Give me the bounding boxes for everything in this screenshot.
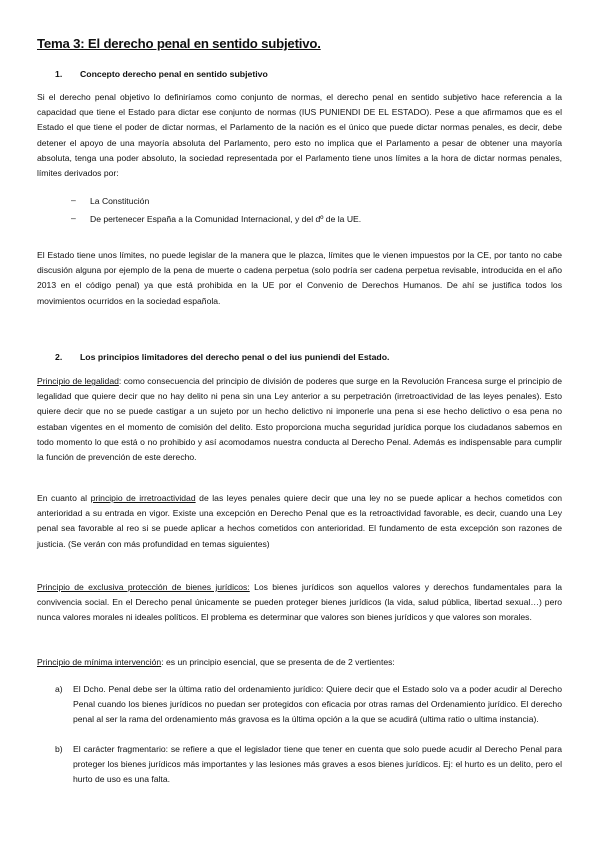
list-dash: –	[71, 213, 76, 223]
list-item-text: El Dcho. Penal debe ser la última ratio del ordenamiento jurídico: Quiere decir que el Estado solo va a poder acudir al Derecho Penal cuando los bienes jurídicos no puedan ser protegidos con eficacia por otras ramas del Ordenamiento jurídico. El derecho penal al ser la rama del ordenamiento más gravosa es la última opción a la que se acudirá (ultima ratio o ultima instancia).	[73, 684, 562, 725]
legalidad-paragraph	[37, 374, 562, 465]
list-item-text: El carácter fragmentario: se refiere a que el legislador tiene que tener en cuenta que solo puede acudir al Derecho Penal para proteger los bienes jurídicos más importantes y las lesiones más graves a esos bienes jurídicos. Ej: el hurto es un delito, pero el hurto de uso es una falta.	[73, 744, 562, 785]
section-1-paragraph-1: Si el derecho penal objetivo lo definiríamos como conjunto de normas, el derecho penal en sentido subjetivo hace referencia a la capacidad que tiene el Estado para dictar ese conjunto de normas (IUS PUNIENDI DE EL ESTADO). Pese a que afirmamos que es el Estado el que tiene el poder de dictar normas, el Parlamento de la nación es el único que puede dictar normas penales, es decir, debe detener el apoyo de una mayoría absoluta del Parlamento, pero esto no implica que el Parlamento a pesar de obtener una mayoría absoluta, tenga una poder absoluto, la sociedad representada por el Parlamento tiene unos límites a la hora de dictar normas penales, límites derivados por:	[37, 92, 562, 179]
list-item: De pertenecer España a la Comunidad Internacional, y del dº de la UE.	[90, 214, 362, 224]
section-2-heading-text: Los principios limitadores del derecho penal o del ius puniendi del Estado.	[80, 352, 390, 362]
irretroactividad-text: de las leyes penales quiere decir que una ley no se puede aplicar a hechos cometidos con anterioridad a su entrada en vigor. Existe una excepción en Derecho Penal que es la retroactividad favorable, es decir, cuando una Ley penal sea favorable al reo si se puede aplicar a hechos cometidos con anterioridad. El fundamento de esta excepción son razones de justicia. (Se verán con más profundidad en temas siguientes)	[37, 493, 562, 549]
list-item: La Constitución	[90, 196, 150, 206]
page-title: Tema 3: El derecho penal en sentido subjetivo.	[37, 36, 321, 51]
minima-intervencion-paragraph	[37, 655, 562, 670]
list-item-b	[55, 742, 562, 788]
irretroactividad-label: principio de irretroactividad	[90, 493, 196, 503]
bienes-juridicos-label: Principio de exclusiva protección de bienes jurídicos:	[37, 582, 250, 592]
section-2-number: 2.	[55, 352, 63, 362]
section-1-number: 1.	[55, 69, 63, 79]
list-dash: –	[71, 195, 76, 205]
list-item-label: a)	[55, 684, 63, 694]
legalidad-text: : como consecuencia del principio de división de poderes que surge en la Revolución Francesa surge el principio de legalidad que quiere decir que no hay delito ni pena sin una Ley anterior a su perpetración (irretroactividad de las leyes penales). Esto quiere decir que no se puede castigar a un sujeto por un hecho delictivo ni imponerle una pena si ese hecho delictivo o esa pena no estaban vigentes en el momento de comisión del delito. Esto proporciona mucha seguridad jurídica porque los ciudadanos sabemos en todo momento lo que está o no prohibido y así acomodamos nuestra conducta al Derecho Penal. Además es indispensable para cumplir la función de prevención de este derecho.	[37, 376, 562, 463]
minima-intervencion-label: Principio de mínima intervención	[37, 657, 162, 667]
section-1-heading-text: Concepto derecho penal en sentido subjetivo	[80, 69, 268, 79]
list-item-a	[55, 682, 562, 728]
section-2-heading	[55, 352, 389, 362]
minima-intervencion-text: : es un principio esencial, que se presenta de de 2 vertientes:	[161, 657, 395, 667]
section-1-paragraph-2: El Estado tiene unos límites, no puede legislar de la manera que le plazca, límites que le vienen impuestos por la CE, por tanto no cabe discusión alguna por ejemplo de la pena de muerte o cadena perpetua (solo podría ser cadena perpetua revisable, introducida en el año 2013 en el código penal) ya que está prohibida en la UE por el Convenio de Derechos Humanos. De ahí se justifica todos los movimientos ocurridos en la sociedad española.	[37, 250, 562, 306]
list-item-label: b)	[55, 744, 63, 754]
irretroactividad-paragraph	[37, 491, 562, 552]
section-1-heading	[55, 69, 268, 79]
legalidad-label: Principio de legalidad	[37, 376, 119, 386]
bienes-juridicos-text: Los bienes jurídicos son aquellos valores y derechos fundamentales para la convivencia social. En el Derecho penal únicamente se pueden proteger bienes jurídicos (la vida, salud pública, libertad sexual…) pero nunca valores morales ni ideales políticos. El problema es determinar que valores son bienes jurídicos y que valores son morales.	[37, 582, 563, 623]
bienes-juridicos-paragraph	[37, 580, 562, 626]
irretroactividad-prefix: En cuanto al	[37, 493, 91, 503]
